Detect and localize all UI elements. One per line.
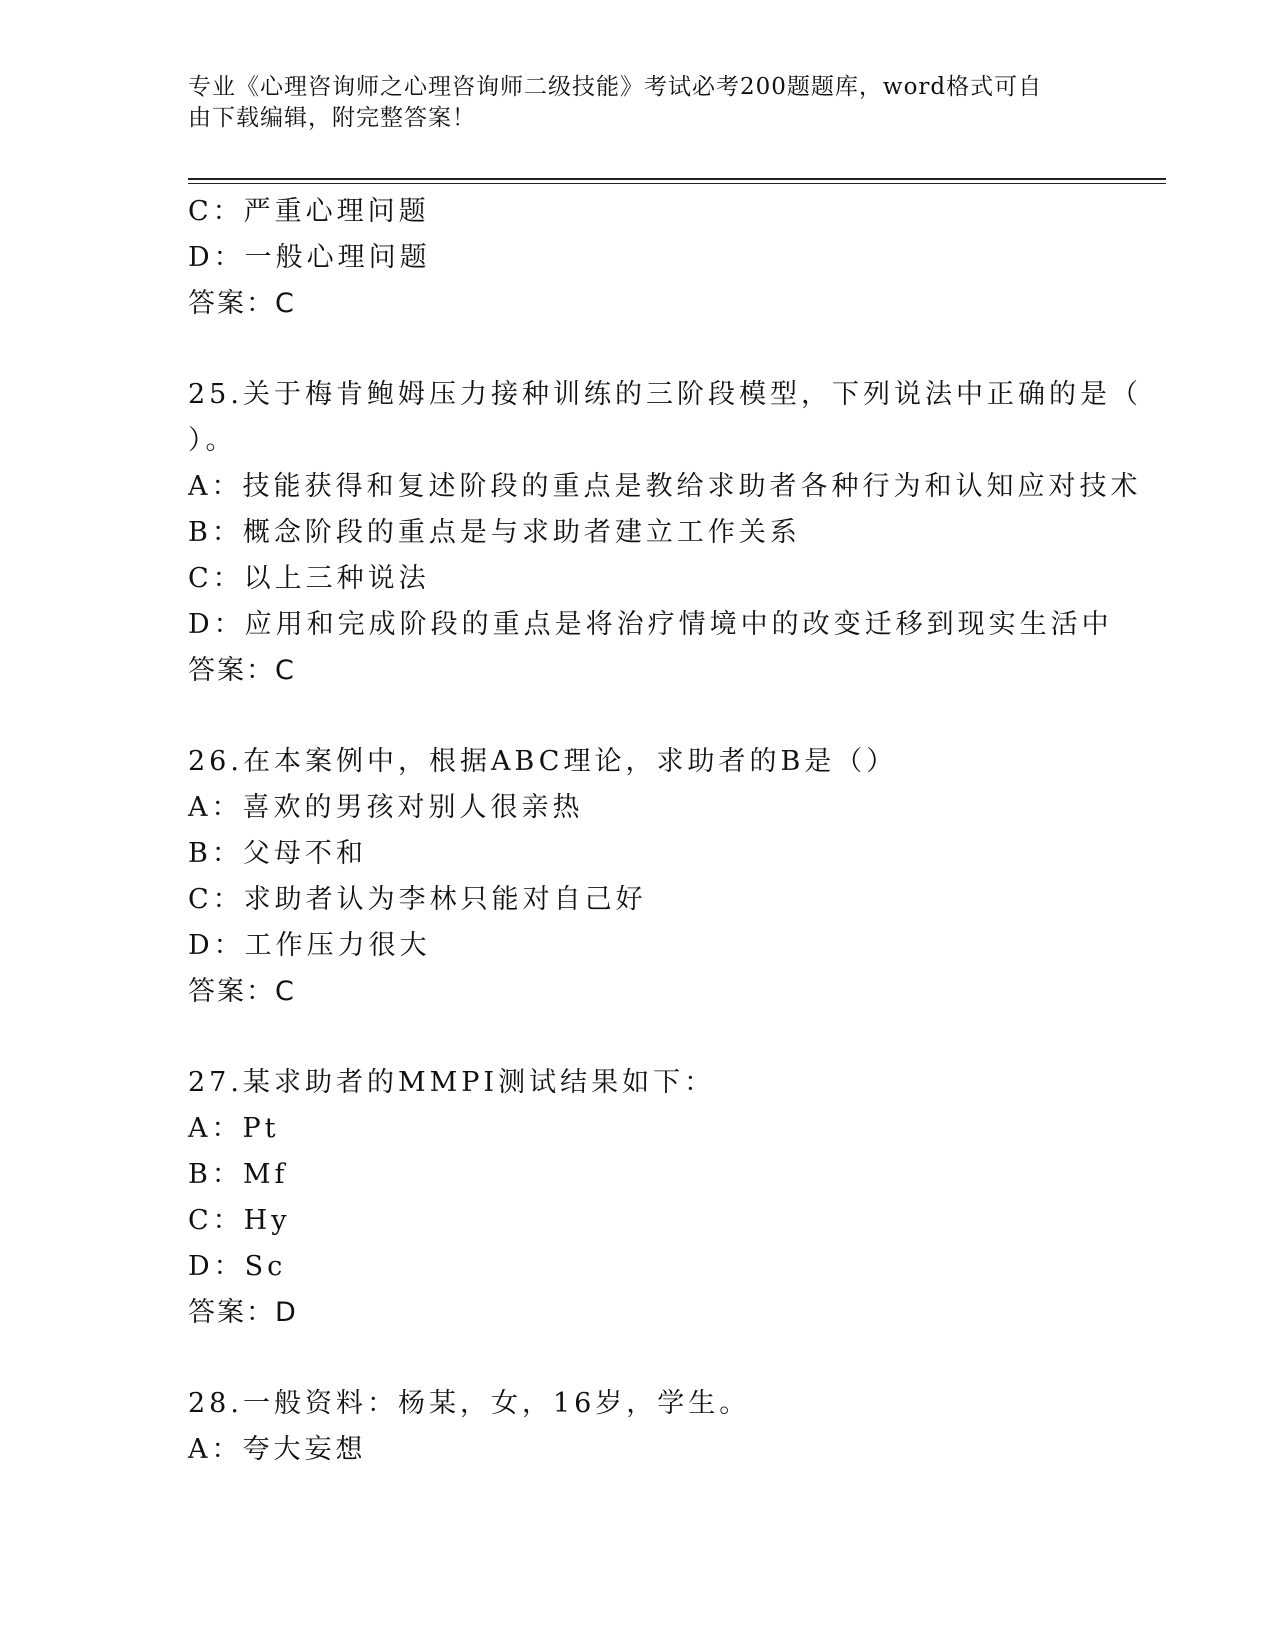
spacer (188, 1336, 1148, 1381)
spacer (188, 327, 1148, 372)
option-c: C：Hy (188, 1205, 291, 1236)
document-header (188, 72, 1078, 134)
question-title: 27.某求助者的MMPI测试结果如下： (188, 1067, 716, 1098)
option-d: D：工作压力很大 (188, 930, 431, 961)
question-27 (188, 1060, 1148, 1336)
document-body (188, 189, 1148, 1473)
question-28 (188, 1381, 1148, 1473)
answer-line: 答案：C (188, 655, 296, 686)
option-d: D：一般心理问题 (188, 242, 431, 273)
option-a: A：喜欢的男孩对别人很亲热 (188, 792, 584, 823)
option-d: D：Sc (188, 1251, 287, 1282)
option-b: B：Mf (188, 1159, 289, 1190)
question-26 (188, 739, 1148, 1015)
question-title: 28.一般资料：杨某，女，16岁，学生。 (188, 1388, 751, 1419)
option-a: A：技能获得和复述阶段的重点是教给求助者各种行为和认知应对技术 (188, 471, 1142, 502)
header-line-1: 专业《心理咨询师之心理咨询师二级技能》考试必考200题题库，word格式可自 (188, 74, 1043, 100)
spacer (188, 1015, 1148, 1060)
header-divider-thin (188, 183, 1166, 184)
option-a: A：夸大妄想 (188, 1434, 367, 1465)
answer-line: 答案：C (188, 976, 296, 1007)
option-b: B：概念阶段的重点是与求助者建立工作关系 (188, 517, 801, 548)
spacer (188, 694, 1148, 739)
question-title: 25.关于梅肯鲍姆压力接种训练的三阶段模型，下列说法中正确的是（ (188, 379, 1142, 410)
option-b: B：父母不和 (188, 838, 367, 869)
question-title-cont: ）。 (188, 425, 237, 456)
option-a: A：Pt (188, 1113, 280, 1144)
header-line-2: 由下载编辑，附完整答案！ (188, 105, 476, 131)
question-fragment (188, 189, 1148, 327)
option-c: C：严重心理问题 (188, 196, 430, 227)
option-c: C：求助者认为李林只能对自己好 (188, 884, 647, 915)
header-divider-thick (188, 178, 1166, 180)
option-c: C：以上三种说法 (188, 563, 430, 594)
option-d: D：应用和完成阶段的重点是将治疗情境中的改变迁移到现实生活中 (188, 609, 1113, 640)
answer-line: 答案：C (188, 288, 296, 319)
question-25 (188, 372, 1148, 694)
question-title: 26.在本案例中，根据ABC理论，求助者的B是（） (188, 746, 898, 777)
answer-line: 答案：D (188, 1297, 298, 1328)
